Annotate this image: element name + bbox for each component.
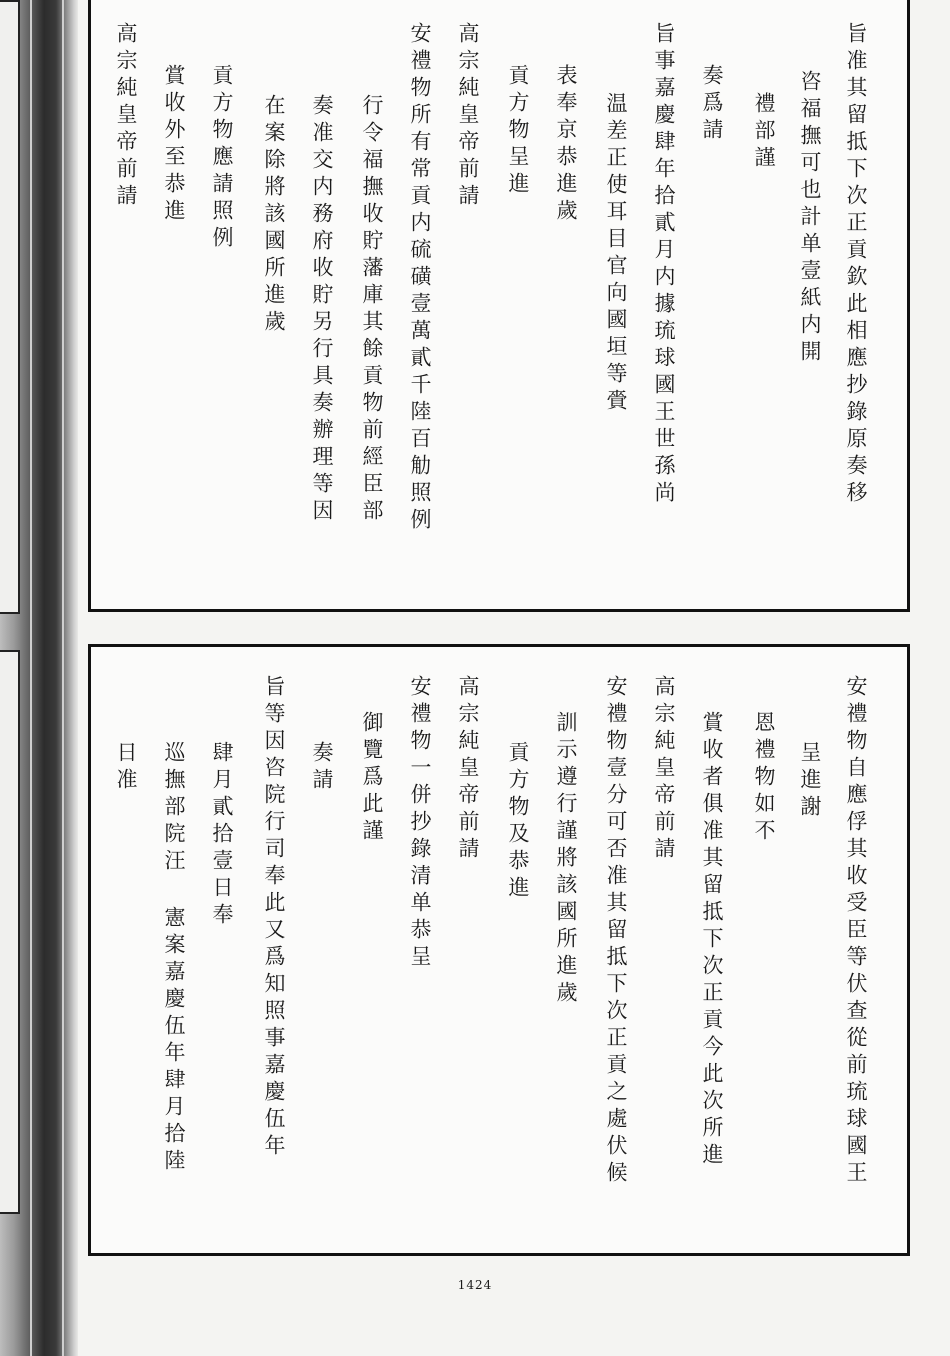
upper-document-panel: [88, 0, 910, 612]
text-column: 行令福撫收貯藩庫其餘貢物前經臣部: [360, 94, 384, 526]
facing-page-edge-bottom: [0, 650, 20, 1214]
text-column: 訓示遵行謹將該國所進歲: [554, 711, 578, 1008]
text-column: 奏准交内務府收貯另行具奏辦理等因: [310, 94, 334, 526]
page-number: 1424: [457, 1278, 493, 1292]
text-column: 賞收外至恭進: [162, 64, 186, 226]
text-column: 旨事嘉慶肆年拾貳月内據琉球國王世孫尚: [652, 22, 676, 508]
text-column: 賞收者俱准其留抵下次正貢今此次所進: [700, 711, 724, 1170]
gutter-line: [62, 0, 64, 1356]
text-column: 禮部謹: [752, 92, 776, 173]
text-column: 高宗純皇帝前請: [456, 22, 480, 211]
text-column: 肆月貳拾壹日奉: [210, 741, 234, 930]
text-column: 貢方物及恭進: [506, 741, 530, 903]
text-column: 貢方物呈進: [506, 64, 530, 199]
text-column: 表奉京恭進歲: [554, 64, 578, 226]
text-column: 安禮物一併抄錄清单恭呈: [408, 675, 432, 972]
text-column: 咨福撫可也計单壹紙内開: [798, 70, 822, 367]
text-column: 安禮物所有常貢内硫磺壹萬貳千陸百觔照例: [408, 22, 432, 535]
book-gutter: [0, 0, 78, 1356]
text-column: 恩禮物如不: [752, 711, 776, 846]
gutter-line: [30, 0, 32, 1356]
text-column: 呈進謝: [798, 741, 822, 822]
text-column: 安禮物自應俘其收受臣等伏查從前琉球國王: [844, 675, 868, 1188]
text-column: 旨等因咨院行司奉此又爲知照事嘉慶伍年: [262, 675, 286, 1161]
text-column: 奏爲請: [700, 64, 724, 145]
lower-document-panel: [88, 644, 910, 1256]
text-column: 安禮物壹分可否准其留抵下次正貢之處伏候: [604, 675, 628, 1188]
text-column: 巡撫部院汪 憲案嘉慶伍年肆月拾陸: [162, 741, 186, 1176]
text-column: 御覽爲此謹: [360, 711, 384, 846]
facing-page-edge-top: [0, 0, 20, 614]
text-column: 在案除將該國所進歲: [262, 94, 286, 337]
text-column: 温差正使耳目官向國垣等賫: [604, 92, 628, 416]
text-column: 高宗純皇帝前請: [652, 675, 676, 864]
text-column: 高宗純皇帝前請: [456, 675, 480, 864]
text-column: 高宗純皇帝前請: [114, 22, 138, 211]
text-column: 貢方物應請照例: [210, 64, 234, 253]
text-column: 旨准其留抵下次正貢欽此相應抄錄原奏移: [844, 22, 868, 508]
text-column: 奏請: [310, 741, 334, 795]
text-column: 日准: [114, 741, 138, 795]
